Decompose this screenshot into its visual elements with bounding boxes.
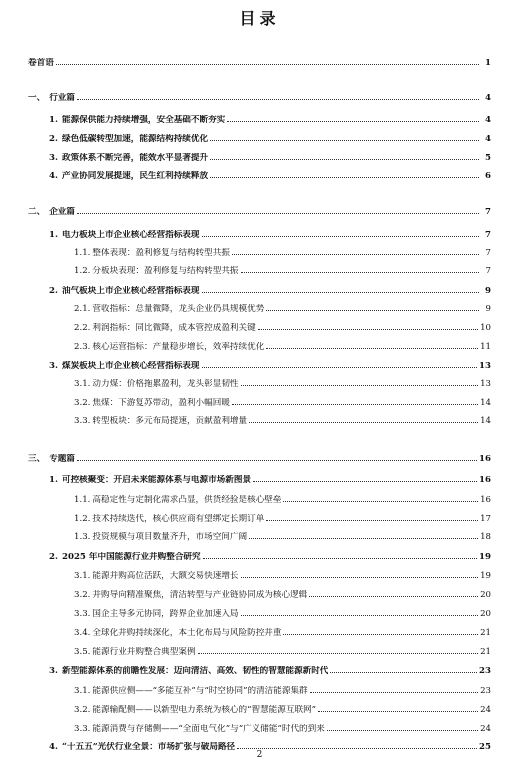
toc-entry[interactable] [74, 397, 491, 409]
toc-entry-title: 营收指标：总量微降，龙头企业仍具规模优势 [92, 304, 265, 314]
toc-entry-number: 4. [49, 742, 58, 752]
toc-entry-title: 能源行业并购整合典型案例 [92, 647, 196, 657]
dot-leader [241, 608, 479, 616]
toc-entry-page: 1 [485, 58, 491, 68]
toc-entry-number: 三、 [28, 454, 46, 464]
toc-entry[interactable] [74, 723, 491, 735]
toc-entry-number: 1. [49, 230, 58, 240]
dot-leader [198, 646, 479, 654]
dot-leader [249, 415, 478, 423]
toc-entry-title: 并购导向精准聚焦，清洁转型与产业链协同成为核心逻辑 [92, 590, 308, 600]
toc-entry-number: 3.4. [74, 628, 91, 638]
dot-leader [249, 531, 478, 539]
toc-entry[interactable] [74, 685, 491, 697]
dot-leader [232, 397, 478, 405]
toc-entry-number: 2.3. [74, 342, 91, 352]
dot-leader [309, 589, 478, 597]
toc-entry-title: 利润指标：同比微降，成本管控成盈利关键 [92, 323, 256, 333]
toc-entry-number: 1. [49, 115, 58, 125]
toc-entry-page: 9 [485, 286, 491, 296]
toc-entry[interactable] [74, 646, 491, 658]
dot-leader [266, 513, 478, 521]
toc-entry-page: 17 [480, 514, 491, 524]
dot-leader [77, 206, 479, 214]
dot-leader [77, 453, 477, 461]
dot-leader [241, 265, 479, 273]
page-number: 2 [256, 750, 263, 760]
toc-entry-number: 3.3. [74, 416, 91, 426]
dot-leader [330, 665, 477, 673]
dot-leader [56, 57, 479, 65]
dot-leader [210, 152, 479, 160]
toc-entry-page: 7 [485, 230, 491, 240]
toc-entry-number: 1.1. [74, 495, 91, 505]
toc-entry[interactable] [74, 494, 491, 506]
toc-entry-number: 1.3. [74, 532, 91, 542]
toc-entry-title: 技术持续迭代，核心供应商有望绑定长期订单 [92, 514, 265, 524]
dot-leader [241, 570, 479, 578]
toc-entry-title: 能源保供能力持续增强，安全基础不断夯实 [61, 115, 226, 125]
toc-entry-title: 政策体系不断完善，能效水平显著提升 [61, 153, 209, 163]
toc-entry[interactable] [28, 453, 491, 465]
toc-entry[interactable] [74, 627, 491, 639]
toc-entry-page: 21 [480, 647, 491, 657]
toc-entry[interactable] [74, 247, 491, 259]
dot-leader [202, 360, 478, 368]
toc-entry-page: 5 [485, 153, 491, 163]
toc-entry-page: 7 [485, 248, 491, 258]
toc-entry-number: 3.1. [74, 686, 91, 696]
toc-entry[interactable] [74, 513, 491, 525]
toc-entry-number: 3.2. [74, 590, 91, 600]
toc-entry-number: 3.1. [74, 571, 91, 581]
toc-entry-page: 6 [485, 171, 491, 181]
toc-entry-page: 16 [479, 454, 491, 464]
toc-entry-number: 2.1. [74, 304, 91, 314]
toc-entry[interactable] [49, 665, 491, 677]
toc-entry-page: 16 [480, 495, 491, 505]
toc-entry-title: 全球化并购持续深化，本土化布局与风险防控并重 [92, 628, 282, 638]
dot-leader [77, 92, 479, 100]
toc-entry-number: 3. [49, 153, 58, 163]
toc-entry[interactable] [49, 152, 491, 164]
toc-entry-title: 可控核聚变：开启未来能源体系与电源市场新图景 [61, 475, 252, 485]
dot-leader [237, 741, 477, 749]
toc-entry-title: 绿色低碳转型加速，能源结构持续优化 [61, 134, 209, 144]
toc-entry-page: 19 [479, 552, 491, 562]
toc-entry-page: 23 [480, 686, 491, 696]
toc-entry-title: 卷首语 [28, 58, 54, 68]
toc-entry-number: 4. [49, 171, 58, 181]
toc-entry-title: 分板块表现：盈利修复与结构转型共振 [92, 266, 239, 276]
toc-entry[interactable] [49, 133, 491, 145]
dot-leader [203, 551, 477, 559]
toc-entry-page: 14 [480, 416, 491, 426]
dot-leader [202, 229, 480, 237]
toc-entry-page: 7 [485, 266, 491, 276]
toc-entry-title: 专题篇 [49, 454, 75, 464]
toc-entry-title: 高稳定性与定制化需求凸显，供货经验是核心壁垒 [92, 495, 282, 505]
toc-entry[interactable] [74, 704, 491, 716]
toc-entry[interactable] [49, 360, 491, 372]
toc-entry-number: 2. [49, 134, 58, 144]
toc-entry-title: 能源消费与存储侧——“全面电气化”与“广义储能”时代的到来 [92, 724, 325, 734]
toc-entry[interactable] [74, 341, 491, 353]
toc-entry-title: 国企主导多元协同，跨界企业加速入局 [92, 609, 239, 619]
toc-entry-page: 11 [480, 342, 491, 352]
toc-entry-number: 一、 [28, 93, 46, 103]
toc-entry-title: 核心运营指标：产量稳步增长，效率持续优化 [92, 342, 265, 352]
toc-entry-page: 18 [480, 532, 491, 542]
dot-leader [232, 247, 479, 255]
toc-title: 目录 [239, 9, 280, 28]
toc-entry-number: 3. [49, 666, 58, 676]
toc-entry[interactable] [74, 322, 491, 334]
toc-entry-number: 1.2. [74, 514, 91, 524]
toc-entry-number: 3.2. [74, 705, 91, 715]
toc-entry-number: 2. [49, 286, 58, 296]
toc-entry-title: 转型板块：多元布局提速，贡献盈利增量 [92, 416, 248, 426]
dot-leader [318, 704, 478, 712]
toc-entry-page: 24 [480, 724, 491, 734]
dot-leader [241, 378, 479, 386]
toc-entry[interactable] [74, 265, 491, 277]
toc-entry-title: 动力煤：价格拖累盈利，龙头彰显韧性 [92, 379, 239, 389]
dot-leader [310, 685, 478, 693]
toc-entry-title: “十五五”光伏行业全景：市场扩张与破局路径 [61, 742, 236, 752]
toc-entry-number: 3.5. [74, 647, 91, 657]
toc-entry[interactable] [28, 206, 491, 218]
toc-entry[interactable] [49, 229, 491, 241]
dot-leader [210, 170, 479, 178]
toc-entry-page: 20 [480, 590, 491, 600]
toc-entry-title: 焦煤：下游复苏带动，盈利小幅回暖 [92, 398, 230, 408]
toc-entry[interactable] [49, 474, 491, 486]
toc-entry-number: 2. [49, 552, 58, 562]
toc-entry-title: 企业篇 [49, 207, 75, 217]
toc-entry-page: 25 [479, 742, 491, 752]
dot-leader [253, 474, 477, 482]
toc-entry-number: 3. [49, 361, 58, 371]
toc-entry[interactable] [74, 570, 491, 582]
toc-entry-title: 2025 年中国能源行业并购整合研究 [61, 552, 201, 562]
dot-leader [258, 322, 478, 330]
toc-entry-page: 20 [480, 609, 491, 619]
toc-entry[interactable] [74, 415, 491, 427]
toc-entry-title: 油气板块上市企业核心经营指标表现 [61, 286, 200, 296]
toc-entry[interactable] [49, 114, 491, 126]
toc-entry-number: 3.1. [74, 379, 91, 389]
toc-entry[interactable] [49, 170, 491, 182]
toc-entry-page: 14 [480, 398, 491, 408]
dot-leader [227, 114, 479, 122]
toc-entry[interactable] [28, 92, 491, 104]
toc-entry-title: 新型能源体系的前瞻性发展：迈向清洁、高效、韧性的智慧能源新时代 [61, 666, 329, 676]
toc-entry[interactable] [74, 378, 491, 390]
dot-leader [210, 133, 479, 141]
toc-entry[interactable] [49, 551, 491, 563]
toc-entry-page: 19 [480, 571, 491, 581]
toc-entry[interactable] [74, 589, 491, 601]
toc-entry-title: 能源并购高位活跃，大额交易快速增长 [92, 571, 239, 581]
dot-leader [266, 341, 478, 349]
dot-leader [327, 723, 478, 731]
toc-entry-page: 23 [479, 666, 491, 676]
dot-leader [283, 494, 478, 502]
toc-entry-number: 3.3. [74, 724, 91, 734]
toc-entry-title: 电力板块上市企业核心经营指标表现 [61, 230, 200, 240]
toc-entry-title: 产业协同发展提速，民生红利持续释放 [61, 171, 209, 181]
toc-entry-number: 1.1. [74, 248, 91, 258]
toc-entry-number: 3.2. [74, 398, 91, 408]
dot-leader [266, 303, 479, 311]
toc-entry-title: 整体表现：盈利修复与结构转型共振 [92, 248, 230, 258]
toc-entry[interactable] [74, 608, 491, 620]
toc-entry-page: 13 [480, 379, 491, 389]
toc-entry-title: 煤炭板块上市企业核心经营指标表现 [61, 361, 200, 371]
toc-entry-number: 二、 [28, 207, 46, 217]
toc-entry-page: 13 [479, 361, 491, 371]
dot-leader [202, 285, 480, 293]
toc-entry-page: 24 [480, 705, 491, 715]
toc-entry-page: 4 [485, 93, 491, 103]
toc-entry-page: 10 [480, 323, 491, 333]
toc-entry-page: 7 [485, 207, 491, 217]
toc-entry[interactable] [49, 285, 491, 297]
toc-entry[interactable] [28, 57, 491, 69]
dot-leader [283, 627, 478, 635]
toc-entry-title: 能源输配侧——以新型电力系统为核心的“智慧能源互联网” [92, 705, 317, 715]
toc-entry-page: 9 [485, 304, 491, 314]
toc-entry-title: 能源供应侧——“多能互补”与“时空协同”的清洁能源集群 [92, 686, 308, 696]
toc-entry-title: 投资规模与项目数量齐升，市场空间广阔 [92, 532, 248, 542]
toc-entry-number: 2.2. [74, 323, 91, 333]
toc-entry-page: 21 [480, 628, 491, 638]
toc-entry-title: 行业篇 [49, 93, 75, 103]
toc-entry[interactable] [74, 303, 491, 315]
toc-entry-number: 1. [49, 475, 58, 485]
toc-entry-number: 3.3. [74, 609, 91, 619]
toc-entry-page: 16 [479, 475, 491, 485]
toc-entry-number: 1.2. [74, 266, 91, 276]
toc-entry-page: 4 [485, 134, 491, 144]
toc-entry[interactable] [74, 531, 491, 543]
toc-entry-page: 4 [485, 115, 491, 125]
